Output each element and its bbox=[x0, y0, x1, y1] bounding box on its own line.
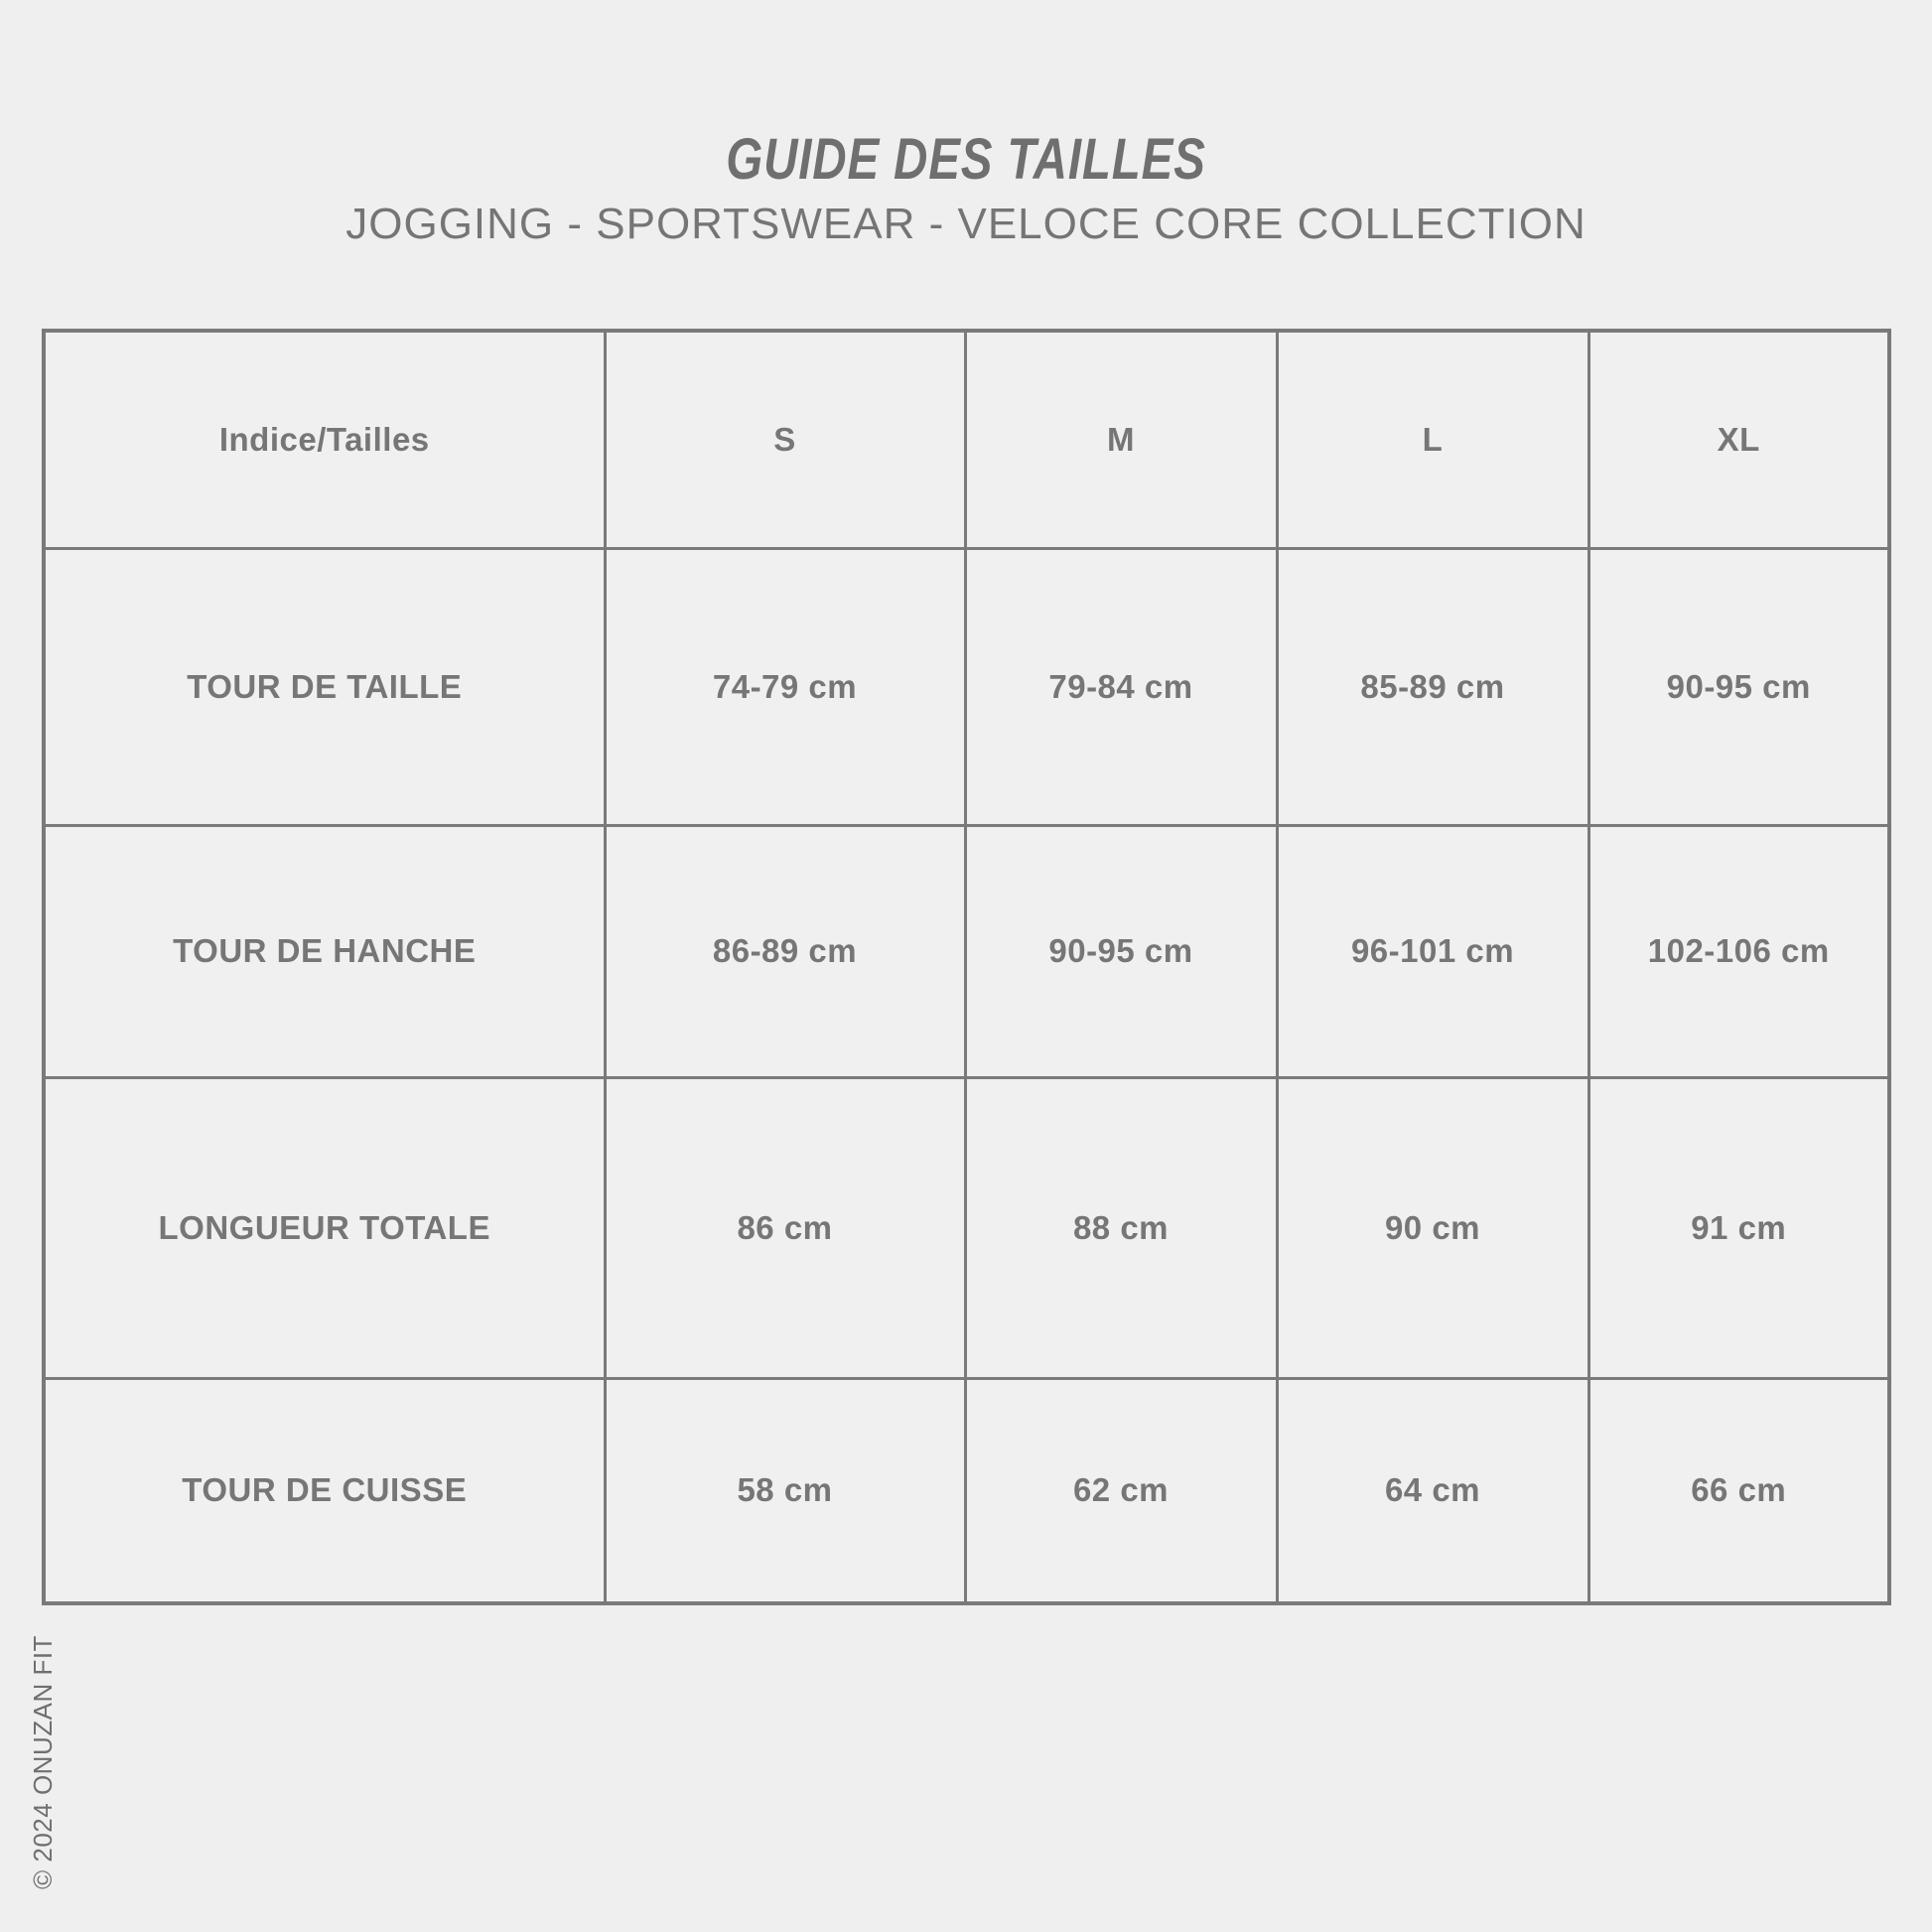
table-row bbox=[44, 1077, 1889, 1378]
table-row bbox=[44, 825, 1889, 1077]
size-value-cell: 66 cm bbox=[1588, 1378, 1889, 1603]
row-label-longueur-totale: LONGUEUR TOTALE bbox=[44, 1077, 605, 1378]
size-value-cell: 88 cm bbox=[965, 1077, 1277, 1378]
size-value-cell: 90 cm bbox=[1277, 1077, 1588, 1378]
size-value-cell: 64 cm bbox=[1277, 1378, 1588, 1603]
page-title: GUIDE DES TAILLES bbox=[726, 127, 1206, 192]
column-header-size-s: S bbox=[605, 331, 965, 548]
column-header-size-m: M bbox=[965, 331, 1277, 548]
size-value-cell: 79-84 cm bbox=[965, 548, 1277, 825]
row-label-tour-de-hanche: TOUR DE HANCHE bbox=[44, 825, 605, 1077]
table-header-row bbox=[44, 331, 1889, 548]
size-value-cell: 102-106 cm bbox=[1588, 825, 1889, 1077]
column-header-size-xl: XL bbox=[1588, 331, 1889, 548]
table-row bbox=[44, 1378, 1889, 1603]
copyright-footer: © 2024 ONUZAN FIT bbox=[28, 1635, 58, 1889]
row-label-tour-de-taille: TOUR DE TAILLE bbox=[44, 548, 605, 825]
size-value-cell: 91 cm bbox=[1588, 1077, 1889, 1378]
size-value-cell: 96-101 cm bbox=[1277, 825, 1588, 1077]
size-value-cell: 62 cm bbox=[965, 1378, 1277, 1603]
column-header-size-l: L bbox=[1277, 331, 1588, 548]
page-subtitle: JOGGING - SPORTSWEAR - VELOCE CORE COLLECTION bbox=[345, 200, 1587, 248]
size-value-cell: 90-95 cm bbox=[965, 825, 1277, 1077]
size-value-cell: 86 cm bbox=[605, 1077, 965, 1378]
size-value-cell: 86-89 cm bbox=[605, 825, 965, 1077]
size-value-cell: 85-89 cm bbox=[1277, 548, 1588, 825]
size-value-cell: 58 cm bbox=[605, 1378, 965, 1603]
size-value-cell: 74-79 cm bbox=[605, 548, 965, 825]
table-row bbox=[44, 548, 1889, 825]
size-guide-table bbox=[42, 329, 1891, 1605]
row-label-tour-de-cuisse: TOUR DE CUISSE bbox=[44, 1378, 605, 1603]
size-value-cell: 90-95 cm bbox=[1588, 548, 1889, 825]
column-header-indice-tailles: Indice/Tailles bbox=[44, 331, 605, 548]
